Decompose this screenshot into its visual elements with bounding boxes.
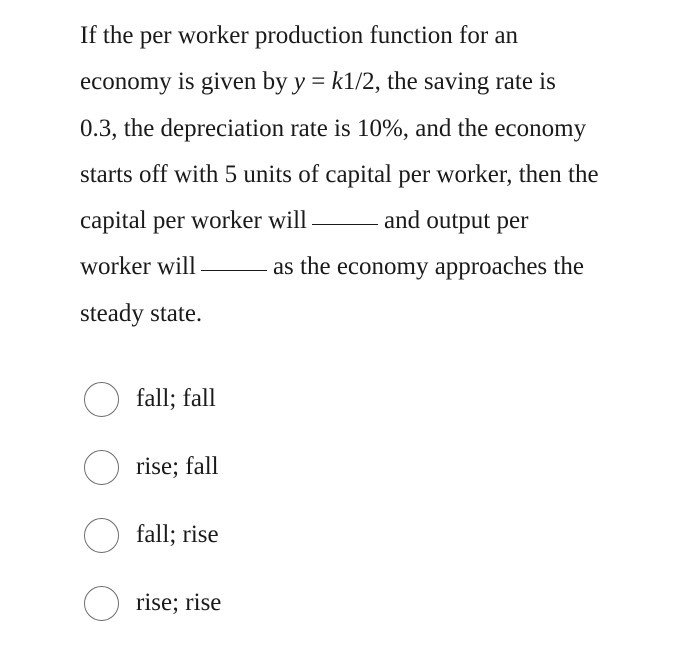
answer-blank-1	[312, 223, 378, 225]
radio-button[interactable]	[84, 382, 119, 417]
question-line-5-suffix: and output per	[384, 207, 529, 235]
variable-y: y	[293, 68, 305, 96]
question-line-4: starts off with 5 units of capital per worker, then the	[80, 160, 599, 188]
option-label: fall; fall	[136, 385, 216, 412]
question-line-1: If the per worker production function for an	[80, 22, 519, 49]
question-line-6	[80, 244, 680, 290]
question-line-7: steady state.	[80, 299, 203, 327]
question-line-6-prefix: worker will	[80, 253, 196, 281]
option-rise-fall[interactable]	[84, 445, 484, 489]
option-label: rise; fall	[136, 453, 219, 480]
answer-blank-2	[201, 269, 267, 271]
option-fall-fall[interactable]	[84, 377, 484, 421]
question-line-2-suffix: 1/2, the saving rate is	[342, 68, 556, 96]
question-line-2	[80, 59, 680, 105]
option-rise-rise[interactable]	[84, 581, 484, 625]
question-line-5-prefix: capital per worker will	[80, 207, 307, 235]
question-line-6-suffix: as the economy approaches the	[272, 253, 584, 281]
variable-k: k	[331, 68, 343, 96]
question-text	[80, 13, 680, 337]
radio-button[interactable]	[84, 450, 119, 485]
equals-sign: =	[304, 68, 332, 96]
question-line-2-prefix: economy is given by	[80, 68, 294, 96]
radio-button[interactable]	[84, 586, 119, 621]
radio-button[interactable]	[84, 518, 119, 553]
question-line-5	[80, 198, 680, 244]
answer-options	[84, 377, 484, 649]
option-label: fall; rise	[136, 521, 219, 548]
option-label: rise; rise	[136, 589, 222, 616]
option-fall-rise[interactable]	[84, 513, 484, 557]
question-line-3: 0.3, the depreciation rate is 10%, and the economy	[80, 114, 587, 142]
